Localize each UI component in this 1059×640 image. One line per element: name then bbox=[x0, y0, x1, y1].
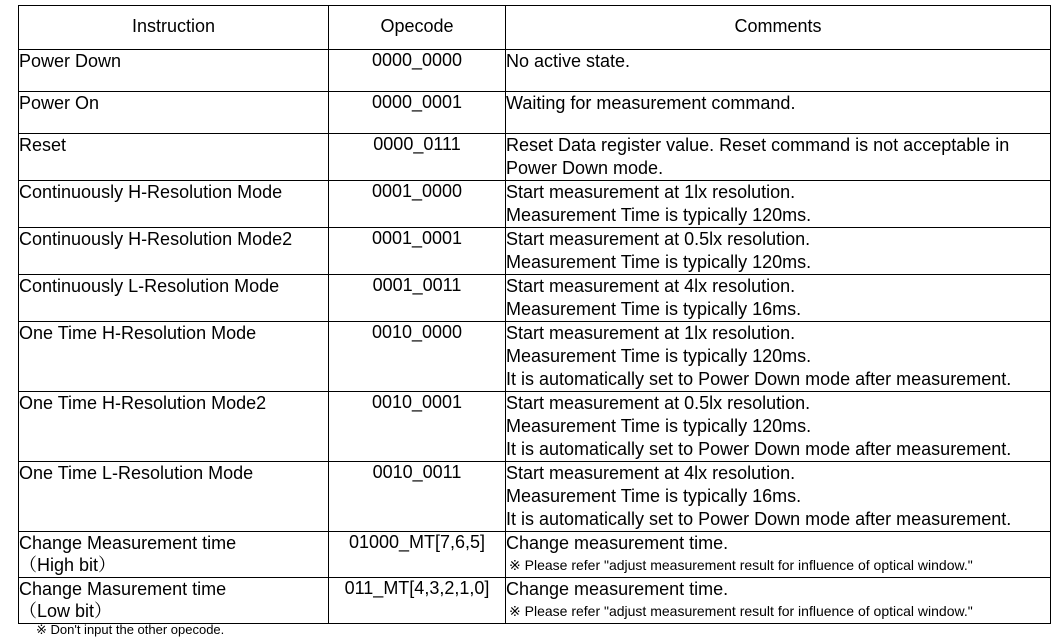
comment-text: Start measurement at 0.5lx resolution. bbox=[506, 229, 811, 249]
instruction-cell bbox=[19, 275, 329, 322]
opecode-cell: 0010_0000 bbox=[329, 322, 506, 392]
comment-text: Start measurement at 1lx resolution. bbox=[506, 323, 796, 343]
comment-note: ※ Please refer "adjust measurement result for influence of optical window." bbox=[509, 557, 973, 573]
instruction-text: Power Down bbox=[19, 51, 122, 71]
table-row bbox=[19, 275, 1051, 322]
instruction-cell bbox=[19, 392, 329, 462]
comment-text: Measurement Time is typically 16ms. bbox=[506, 299, 802, 319]
comments-cell bbox=[506, 578, 1051, 624]
opecode-cell: 0001_0011 bbox=[329, 275, 506, 322]
instruction-text: One Time H-Resolution Mode2 bbox=[19, 393, 267, 413]
instruction-text: Power On bbox=[19, 93, 100, 113]
comment-text: It is automatically set to Power Down mode after measurement. bbox=[506, 369, 1012, 389]
opecode-cell: 011_MT[4,3,2,1,0] bbox=[329, 578, 506, 624]
opecode-cell: 0000_0111 bbox=[329, 134, 506, 181]
instruction-cell bbox=[19, 134, 329, 181]
comment-text: Measurement Time is typically 120ms. bbox=[506, 252, 812, 272]
comment-text: Change measurement time. bbox=[506, 533, 729, 553]
comment-text: Start measurement at 4lx resolution. bbox=[506, 276, 796, 296]
header-opecode: Opecode bbox=[329, 6, 506, 50]
opecode-cell: 0000_0001 bbox=[329, 92, 506, 134]
comment-text: Power Down mode. bbox=[506, 158, 664, 178]
instruction-text: （High bit） bbox=[19, 555, 117, 575]
instruction-cell bbox=[19, 181, 329, 228]
comments-cell bbox=[506, 92, 1051, 134]
table-row bbox=[19, 532, 1051, 578]
comments-cell bbox=[506, 532, 1051, 578]
table-row bbox=[19, 462, 1051, 532]
comment-text: Measurement Time is typically 120ms. bbox=[506, 416, 812, 436]
instruction-text: One Time L-Resolution Mode bbox=[19, 463, 254, 483]
table-row bbox=[19, 578, 1051, 624]
footnote: ※ Don't input the other opecode. bbox=[36, 622, 225, 637]
opecode-cell: 0000_0000 bbox=[329, 50, 506, 92]
comment-text: Start measurement at 0.5lx resolution. bbox=[506, 393, 811, 413]
instruction-text: （Low bit） bbox=[19, 601, 113, 621]
table-row bbox=[19, 181, 1051, 228]
instruction-cell bbox=[19, 228, 329, 275]
instruction-text: Change Masurement time bbox=[19, 579, 227, 599]
comment-text: Start measurement at 1lx resolution. bbox=[506, 182, 796, 202]
header-instruction: Instruction bbox=[19, 6, 329, 50]
opecode-cell: 0010_0011 bbox=[329, 462, 506, 532]
instruction-text: Continuously H-Resolution Mode2 bbox=[19, 229, 293, 249]
comment-text: It is automatically set to Power Down mode after measurement. bbox=[506, 509, 1012, 529]
comments-cell bbox=[506, 181, 1051, 228]
comments-cell bbox=[506, 50, 1051, 92]
comment-text: No active state. bbox=[506, 51, 631, 71]
table-body bbox=[19, 50, 1051, 624]
header-row bbox=[19, 6, 1051, 50]
instruction-cell bbox=[19, 322, 329, 392]
table-row bbox=[19, 228, 1051, 275]
table-row bbox=[19, 50, 1051, 92]
instruction-text: Continuously L-Resolution Mode bbox=[19, 276, 280, 296]
instruction-cell bbox=[19, 50, 329, 92]
instruction-cell bbox=[19, 92, 329, 134]
comment-text: Waiting for measurement command. bbox=[506, 93, 796, 113]
comments-cell bbox=[506, 134, 1051, 181]
table-row bbox=[19, 134, 1051, 181]
table-row bbox=[19, 322, 1051, 392]
instruction-text: Change Measurement time bbox=[19, 533, 237, 553]
comment-text: Change measurement time. bbox=[506, 579, 729, 599]
table-row bbox=[19, 392, 1051, 462]
comment-text: Measurement Time is typically 120ms. bbox=[506, 346, 812, 366]
comments-cell bbox=[506, 462, 1051, 532]
comment-note: ※ Please refer "adjust measurement result for influence of optical window." bbox=[509, 603, 973, 619]
comments-cell bbox=[506, 228, 1051, 275]
comment-text: Reset Data register value. Reset command is not acceptable in bbox=[506, 135, 1010, 155]
opecode-cell: 0001_0000 bbox=[329, 181, 506, 228]
header-comments: Comments bbox=[506, 6, 1051, 50]
comments-cell bbox=[506, 322, 1051, 392]
instruction-table bbox=[18, 5, 1051, 624]
comment-text: Measurement Time is typically 120ms. bbox=[506, 205, 812, 225]
instruction-text: One Time H-Resolution Mode bbox=[19, 323, 257, 343]
instruction-cell bbox=[19, 462, 329, 532]
table-row bbox=[19, 92, 1051, 134]
comment-text: Measurement Time is typically 16ms. bbox=[506, 486, 802, 506]
instruction-text: Reset bbox=[19, 135, 67, 155]
instruction-cell bbox=[19, 578, 329, 624]
comments-cell bbox=[506, 392, 1051, 462]
opecode-cell: 0010_0001 bbox=[329, 392, 506, 462]
opecode-cell: 01000_MT[7,6,5] bbox=[329, 532, 506, 578]
comment-text: It is automatically set to Power Down mode after measurement. bbox=[506, 439, 1012, 459]
instruction-cell bbox=[19, 532, 329, 578]
comment-text: Start measurement at 4lx resolution. bbox=[506, 463, 796, 483]
opecode-cell: 0001_0001 bbox=[329, 228, 506, 275]
instruction-text: Continuously H-Resolution Mode bbox=[19, 182, 283, 202]
comments-cell bbox=[506, 275, 1051, 322]
